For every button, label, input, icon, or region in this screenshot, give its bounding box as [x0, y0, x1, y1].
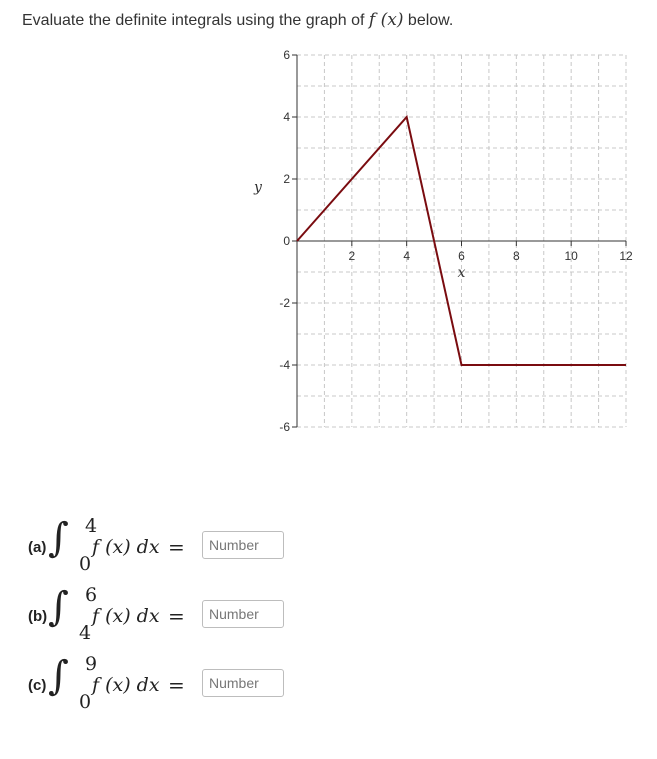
upper-limit: 4: [85, 515, 98, 537]
x-tick-label: 10: [564, 249, 578, 263]
answer-input-b[interactable]: [202, 600, 284, 628]
prompt-text-after: below.: [407, 12, 454, 29]
equals-sign: =: [168, 604, 185, 628]
y-tick-label: 6: [283, 48, 290, 62]
upper-limit: 9: [85, 653, 98, 675]
prompt-text-before: Evaluate the definite integrals using the graph of: [22, 12, 365, 29]
part-a: [28, 515, 328, 575]
x-tick-label: 8: [512, 249, 520, 263]
answer-input-a[interactable]: [202, 531, 284, 559]
part-b-letter: (b): [28, 608, 48, 625]
upper-limit: 6: [85, 584, 98, 606]
part-b: [28, 584, 328, 644]
part-c-letter: (c): [28, 677, 47, 694]
integral-sign: ∫: [48, 653, 69, 699]
part-c: [28, 653, 328, 713]
integrand: f (x) dx: [92, 674, 160, 696]
prompt-function-expr: f (x): [368, 10, 404, 30]
x-tick-label: 2: [348, 249, 356, 263]
equals-sign: =: [168, 673, 185, 697]
lower-limit: 0: [79, 691, 92, 713]
y-tick-label: 4: [283, 110, 290, 124]
x-axis-label: x: [457, 265, 466, 281]
y-tick-label: 2: [283, 172, 290, 186]
part-a-letter: (a): [28, 539, 47, 556]
lower-limit: 4: [79, 622, 92, 644]
y-tick-label: -6: [279, 420, 290, 434]
x-tick-label: 4: [403, 249, 411, 263]
lower-limit: 0: [79, 553, 92, 575]
integrand: f (x) dx: [92, 536, 160, 558]
integral-sign: ∫: [48, 584, 69, 630]
integrand: f (x) dx: [92, 605, 160, 627]
integral-sign: ∫: [48, 515, 69, 561]
x-tick-label: 12: [619, 249, 633, 263]
y-tick-label: -4: [279, 358, 290, 372]
x-tick-label: 6: [458, 249, 465, 263]
y-axis-label: y: [254, 179, 262, 196]
y-tick-label: -2: [279, 296, 290, 310]
answer-input-c[interactable]: [202, 669, 284, 697]
y-tick-label: 0: [283, 234, 290, 248]
equals-sign: =: [168, 535, 185, 559]
